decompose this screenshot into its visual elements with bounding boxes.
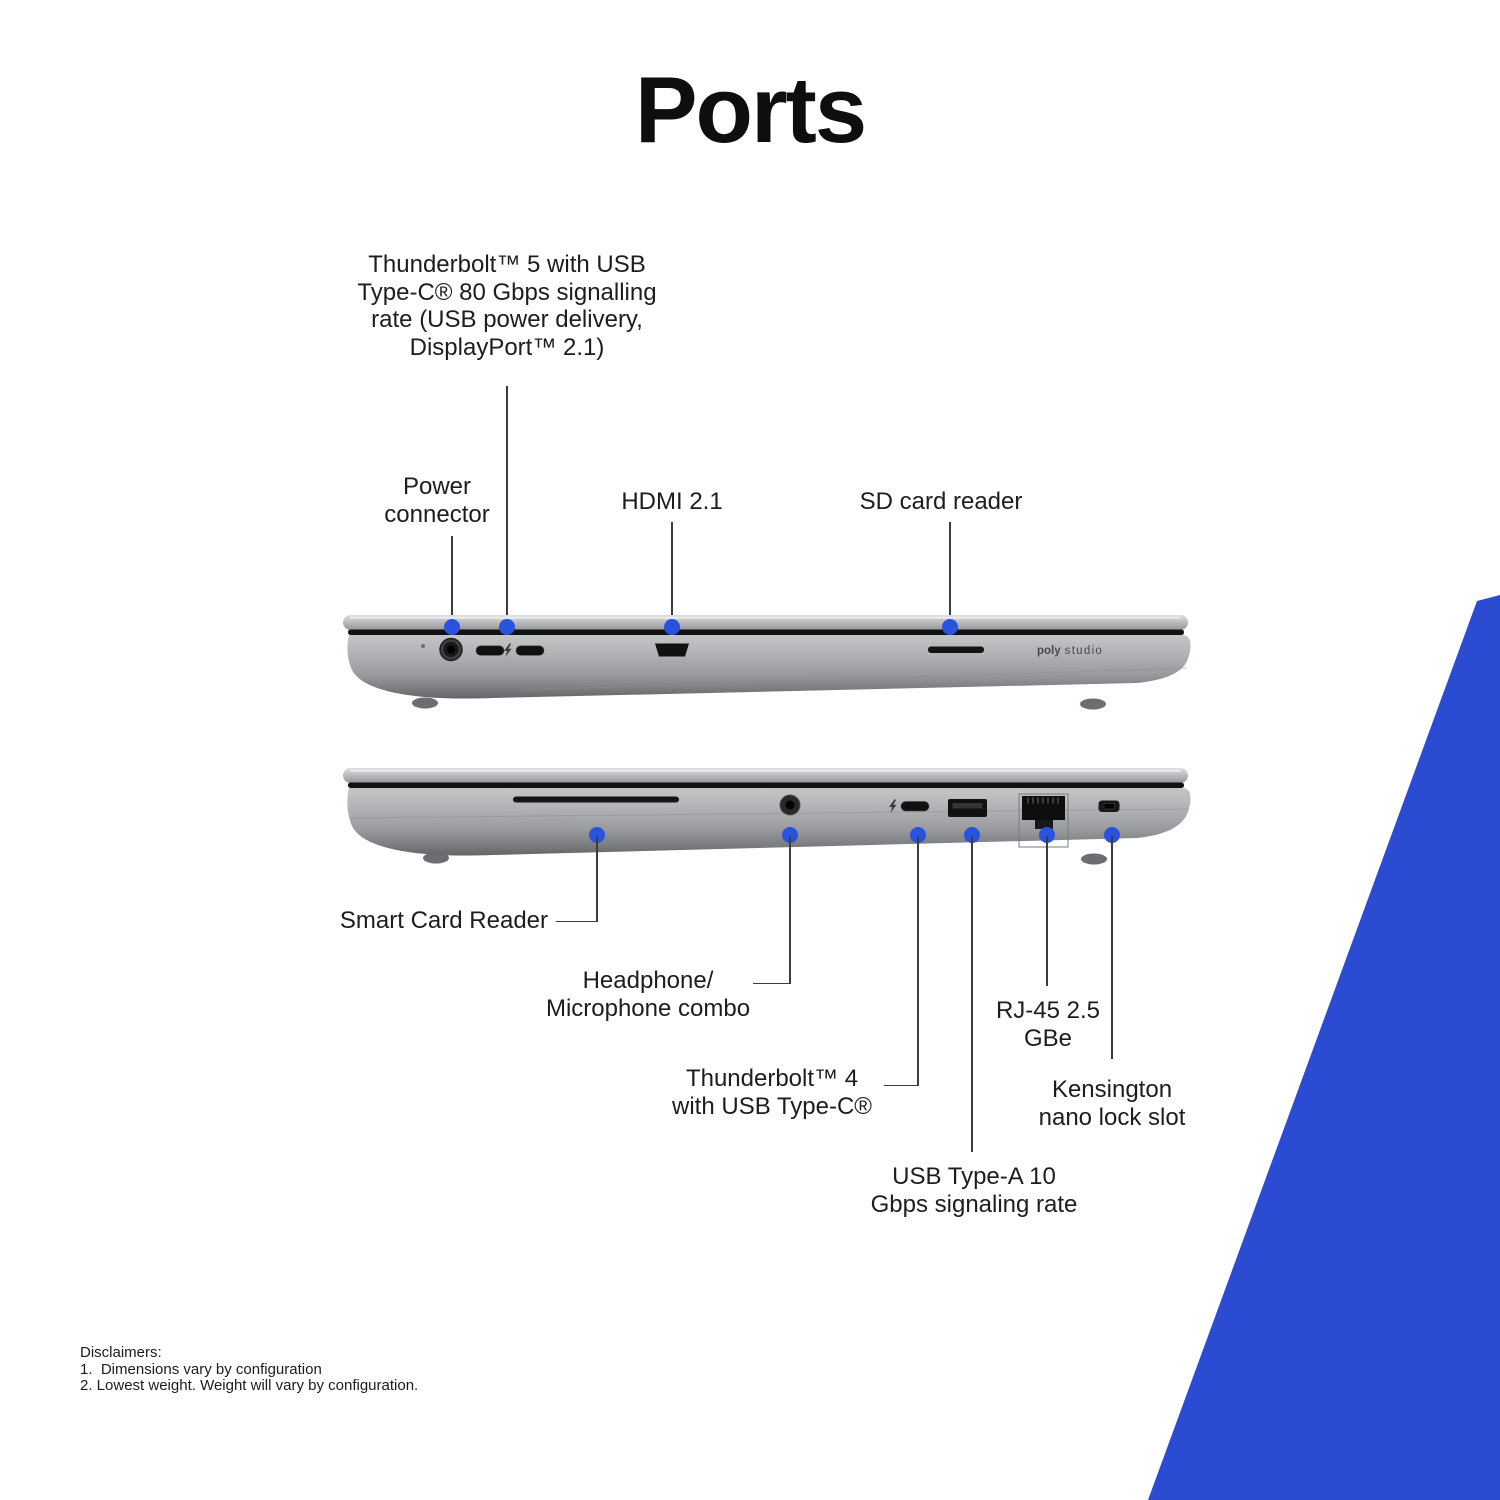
smart-card-slot — [513, 797, 679, 803]
callout-label-kensington-line2: nano lock slot — [1038, 1103, 1186, 1131]
power-connector-pin — [447, 646, 455, 654]
brand-poly: poly — [1037, 645, 1061, 657]
callout-line-smart-card-elbow — [556, 921, 598, 923]
disclaimers-heading: Disclaimers: — [80, 1344, 162, 1361]
callout-label-thunderbolt4-line1: Thunderbolt™ 4 — [685, 1065, 859, 1092]
usb-c-port-2 — [516, 646, 544, 656]
callout-label-sd-card — [860, 488, 1023, 516]
headphone-jack-hole — [786, 801, 795, 810]
callout-label-rj45-line1: RJ-45 2.5 — [995, 997, 1101, 1024]
callout-label-rj45 — [996, 997, 1100, 1052]
lid-highlight — [350, 617, 1181, 619]
lid-highlight — [350, 770, 1181, 772]
callout-label-power-line1: Power — [402, 473, 472, 500]
usb-c-port — [901, 802, 929, 812]
hdmi-port — [655, 644, 689, 657]
charging-led — [421, 644, 425, 648]
disclaimer-item-2: 2. Lowest weight. Weight will vary by configuration. — [80, 1377, 419, 1394]
lid-base-gap — [348, 630, 1184, 636]
laptop-foot — [412, 698, 438, 709]
sd-card-slot — [928, 647, 984, 654]
callout-label-hdmi — [621, 488, 722, 516]
callout-line-thunderbolt4 — [917, 836, 919, 1086]
callout-label-headphone-line1: Headphone/ — [582, 967, 714, 994]
callout-line-rj45 — [1046, 836, 1048, 986]
callout-label-thunderbolt4 — [672, 1065, 872, 1120]
callout-line-headphone — [789, 836, 791, 984]
callout-label-headphone-line2: Microphone combo — [545, 994, 751, 1022]
callout-label-sd-card-line1: SD card reader — [859, 488, 1023, 515]
callout-dot-hdmi — [664, 619, 680, 635]
poly-studio-logo — [1037, 645, 1103, 657]
callout-label-thunderbolt5-line1: Thunderbolt™ 5 with USB — [368, 251, 646, 278]
callout-dot-thunderbolt5 — [499, 619, 515, 635]
callout-label-thunderbolt4-line2: with USB Type-C® — [672, 1092, 872, 1120]
disclaimers — [80, 1345, 418, 1395]
callout-label-power-connector — [384, 473, 489, 528]
callout-label-thunderbolt5 — [357, 251, 656, 361]
callout-dot-power — [444, 619, 460, 635]
callout-dot-sd-card — [942, 619, 958, 635]
usb-c-port-1 — [476, 646, 504, 656]
callout-label-thunderbolt5-line3: rate (USB power delivery, — [371, 306, 643, 333]
callout-line-thunderbolt4-elbow — [884, 1085, 919, 1087]
callout-line-usb-a — [971, 836, 973, 1152]
callout-label-usb-a — [871, 1163, 1078, 1218]
laptop-foot — [1080, 699, 1106, 710]
callout-line-thunderbolt5 — [506, 386, 508, 627]
accent-triangle — [1140, 592, 1500, 1500]
callout-line-kensington — [1111, 836, 1113, 1059]
brand-studio: studio — [1064, 645, 1104, 657]
callout-label-kensington — [1039, 1076, 1186, 1131]
callout-line-headphone-elbow — [753, 983, 791, 985]
usb-a-tongue — [953, 803, 983, 809]
laptop-foot — [1081, 854, 1107, 865]
callout-label-rj45-line2: GBe — [1023, 1024, 1073, 1052]
callout-label-headphone — [546, 967, 750, 1022]
kensington-slot-hole — [1104, 804, 1115, 810]
callout-label-usb-a-line2: Gbps signaling rate — [870, 1190, 1078, 1218]
callout-label-hdmi-line1: HDMI 2.1 — [621, 488, 723, 515]
callout-label-power-line2: connector — [384, 500, 490, 528]
lid-base-gap — [348, 783, 1184, 789]
callout-label-smart-card-line1: Smart Card Reader — [339, 907, 548, 934]
callout-label-smart-card — [340, 907, 548, 935]
callout-label-thunderbolt5-line4: DisplayPort™ 2.1) — [409, 333, 605, 361]
callout-label-usb-a-line1: USB Type-A 10 — [892, 1163, 1056, 1190]
laptop-right-side-view — [341, 763, 1191, 878]
callout-label-thunderbolt5-line2: Type-C® 80 Gbps signalling — [357, 278, 657, 306]
accent-triangle-shape — [1148, 595, 1500, 1500]
callout-line-smart-card — [596, 836, 598, 922]
callout-label-kensington-line1: Kensington — [1051, 1076, 1173, 1103]
disclaimer-item-1: 1. Dimensions vary by configuration — [80, 1360, 322, 1378]
laptop-left-side-view — [341, 612, 1191, 712]
page-title: Ports — [634, 57, 866, 162]
